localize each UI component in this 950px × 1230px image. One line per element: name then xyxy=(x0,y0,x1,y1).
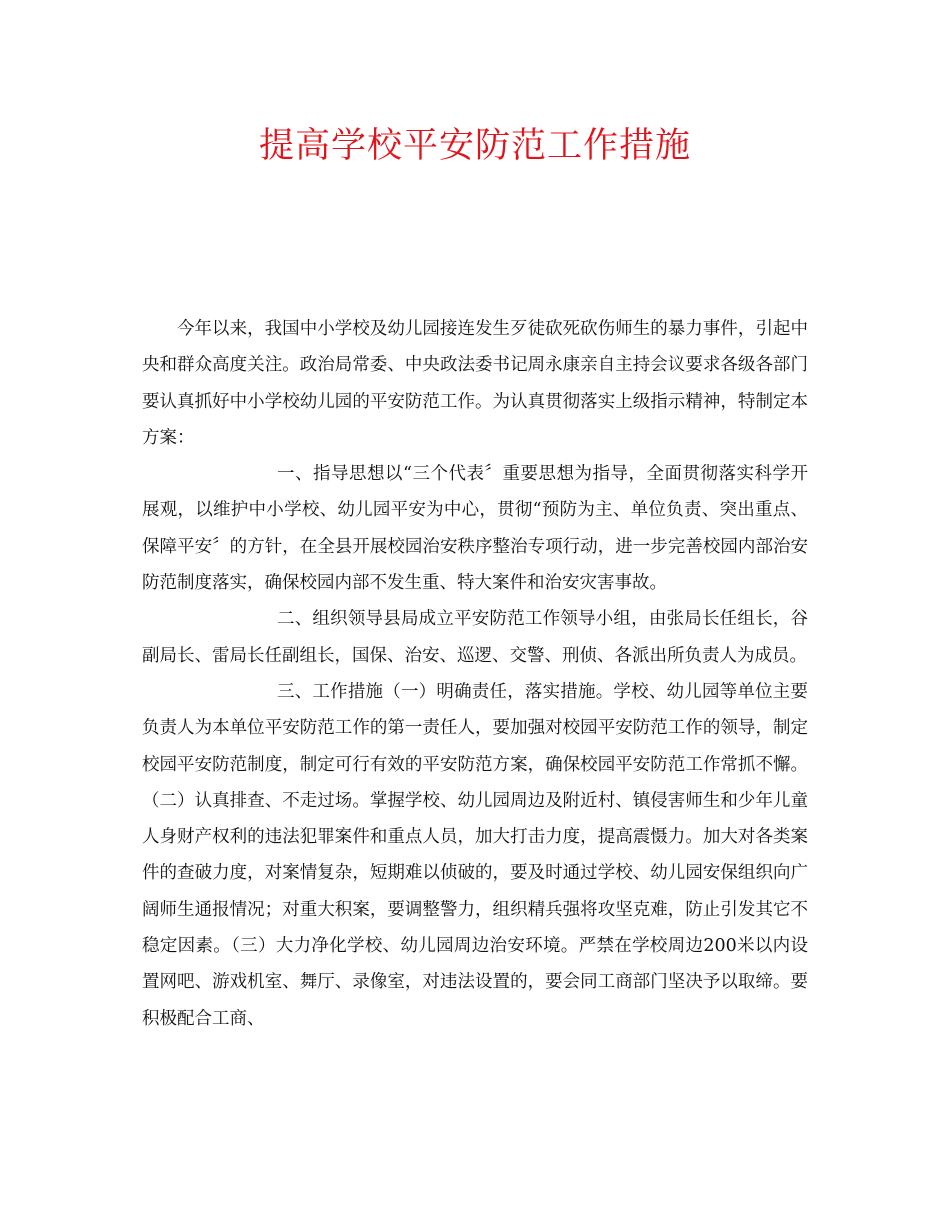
paragraph-measures: 三、工作措施（一）明确责任，落实措施。学校、幼儿园等单位主要负责人为本单位平安防范工作的第一责任人，要加强对校园平安防范工作的领导，制定校园平安防范制度，制定可行有效的平安防范方案，确保校园平安防范工作常抓不懈。（二）认真排查、不走过场。掌握学校、幼儿园周边及附近村、镇侵害师生和少年儿童人身财产权利的违法犯罪案件和重点人员，加大打击力度，提高震慑力。加大对各类案件的查破力度，对案情复杂，短期难以侦破的，要及时通过学校、幼儿园安保组织向广阔师生通报情况；对重大积案，要调整警力，组织精兵强将攻坚克难，防止引发其它不稳定因素。（三）大力净化学校、幼儿园周边治安环境。严禁在学校周边200米以内设置网吧、游戏机室、舞厅、录像室，对违法设置的，要会同工商部门坚决予以取缔。要积极配合工商、 xyxy=(142,681,808,1029)
paragraph-intro: 今年以来，我国中小学校及幼儿园接连发生歹徒砍死砍伤师生的暴力事件，引起中央和群众高度关注。政治局常委、中央政法委书记周永康亲自主持会议要求各级各部门要认真抓好中小学校幼儿园的平安防范工作。为认真贯彻落实上级指示精神，特制定本方案： xyxy=(142,319,808,448)
document-title: 提高学校平安防范工作措施 xyxy=(258,126,691,166)
paragraph-guiding-thought: 一、指导思想以“三个代表〞重要思想为指导，全面贯彻落实科学开展观，以维护中小学校、幼儿园平安为中心，贯彻“预防为主、单位负责、突出重点、保障平安〞的方针，在全县开展校园治安秩序整治专项行动，进一步完善校园内部治安防范制度落实，确保校园内部不发生重、特大案件和治安灾害事故。 xyxy=(142,464,808,594)
document-body xyxy=(142,311,808,1037)
paragraph-organization: 二、组织领导县局成立平安防范工作领导小组，由张局长任组长，谷副局长、雷局长任副组长，国保、治安、巡逻、交警、刑侦、各派出所负责人为成员。 xyxy=(142,609,808,666)
